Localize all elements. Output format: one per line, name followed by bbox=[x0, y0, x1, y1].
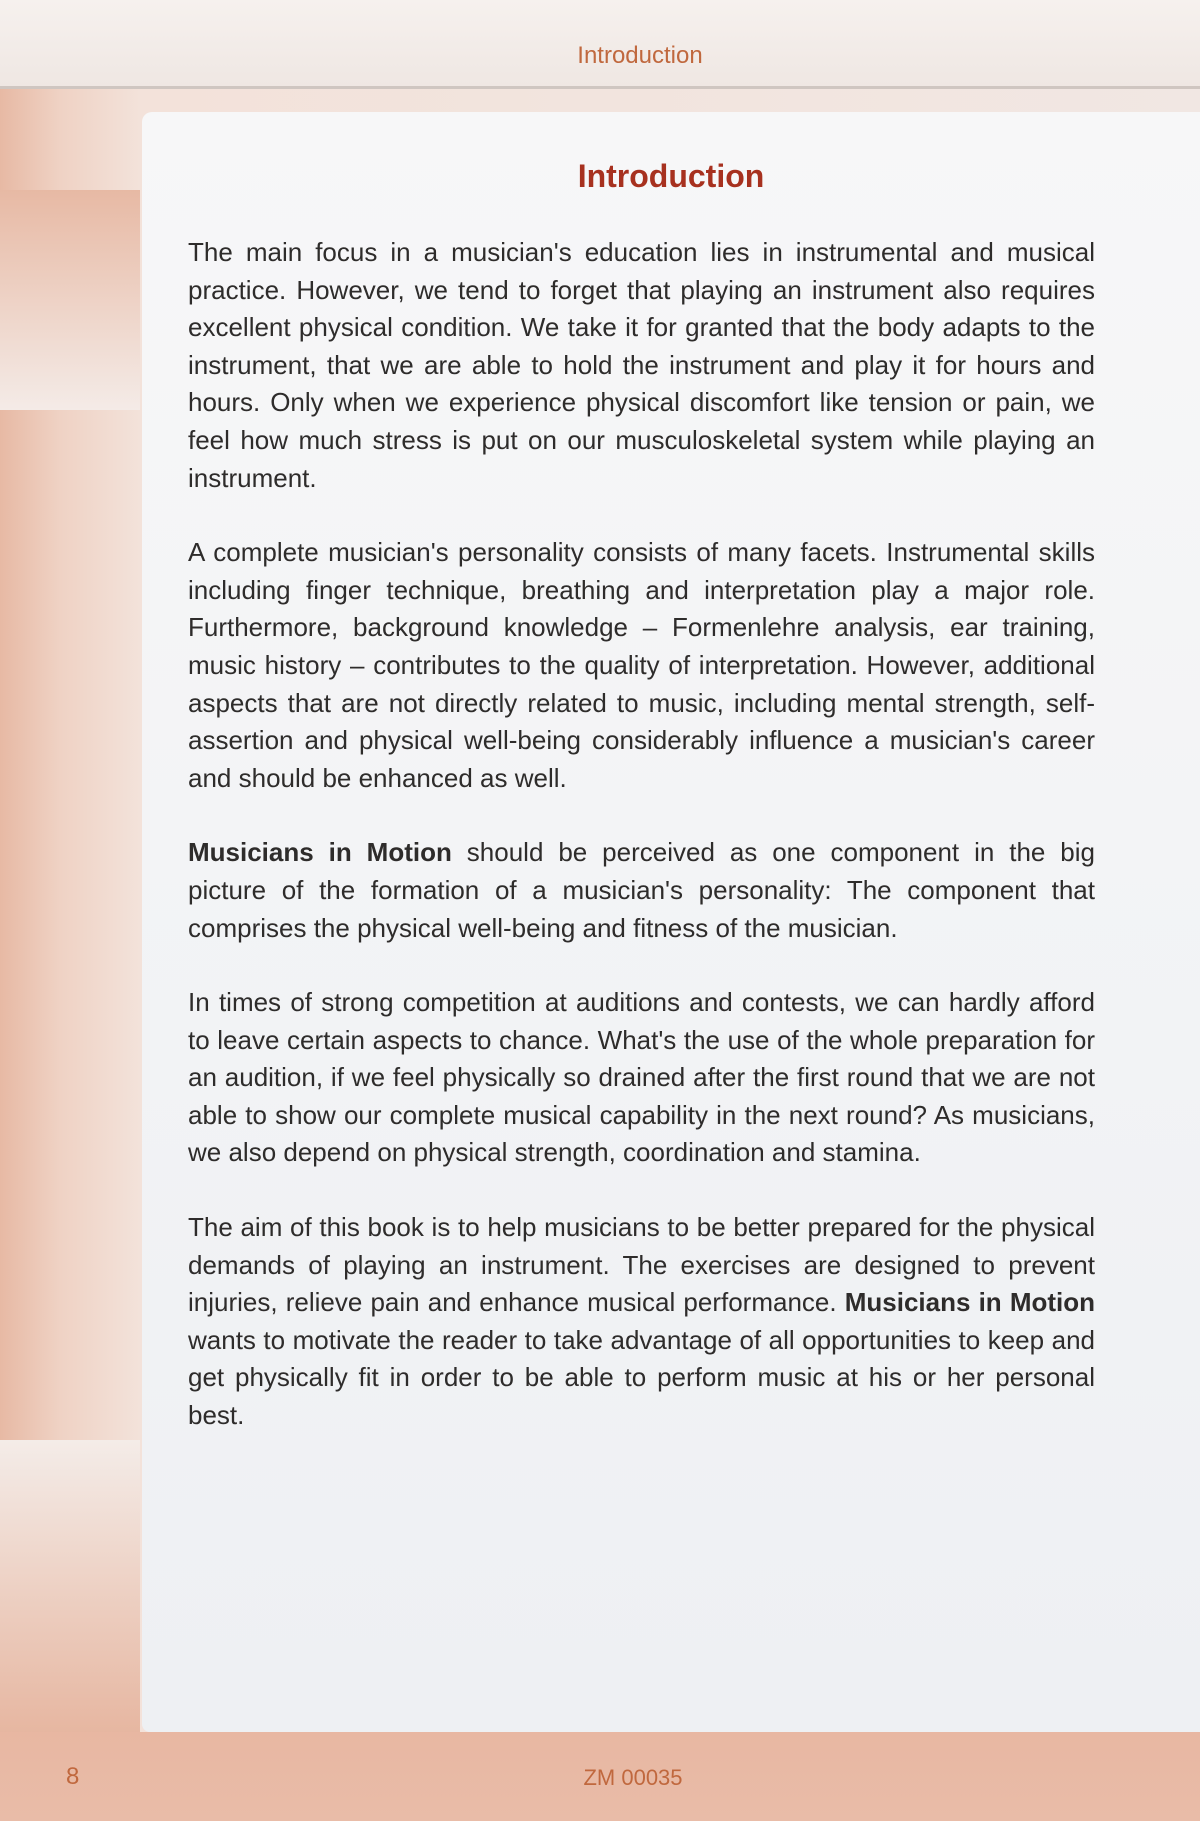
body-text bbox=[188, 234, 1095, 1472]
paragraph-5 bbox=[188, 1209, 1095, 1435]
paragraph-2: A complete musician's personality consists of many facets. Instrumental skills including finger technique, breathing and interpretation play a major role. Furthermore, background knowledge – Formenlehre analysis, ear training, music history – contributes to the quality of interpretation. However, additional aspects that are not directly related to music, including mental strength, self-assertion and physical well-being considerably influence a musician's career and should be enhanced as well. bbox=[188, 537, 1095, 793]
page-title: Introduction bbox=[577, 158, 765, 194]
paragraph-4: In times of strong competition at auditions and contests, we can hardly afford to leave certain aspects to chance. What's the use of the whole preparation for an audition, if we feel physically so drained after the first round that we are not able to show our complete musical capability in the next round? As musicians, we also depend on physical strength, coordination and stamina. bbox=[188, 987, 1095, 1168]
catalog-code: ZM 00035 bbox=[583, 1765, 683, 1790]
book-title-bold: Musicians in Motion bbox=[844, 1287, 1096, 1318]
frame-decoration-top bbox=[0, 190, 140, 410]
frame-decoration-bottom bbox=[0, 1440, 140, 1740]
page-number: 8 bbox=[66, 1763, 80, 1790]
running-head: Introduction bbox=[577, 42, 703, 69]
paragraph-5-text-before: The aim of this book is to help musicians to be better prepared for the physical demands of playing an instrument. The exercises are designed to prevent injuries, relieve pain and enhance musical performance. bbox=[188, 1212, 1095, 1318]
paragraph-3 bbox=[188, 834, 1095, 947]
paragraph-3-text: should be perceived as one component in the big picture of the formation of a musician's personality: The component that comprises the physical well-being and fitness of the musician. bbox=[188, 837, 1096, 943]
book-title-bold: Musicians in Motion bbox=[188, 837, 452, 868]
paragraph-1: The main focus in a musician's education lies in instrumental and musical practice. However, we tend to forget that playing an instrument also requires excellent physical condition. We take it for granted that the body adapts to the instrument, that we are able to hold the instrument and play it for hours and hours. Only when we experience physical discomfort like tension or pain, we feel how much stress is put on our musculoskeletal system while playing an instrument. bbox=[188, 237, 1095, 493]
paragraph-5-text-after: wants to motivate the reader to take advantage of all opportunities to keep and get physically fit in order to be able to perform music at his or her personal best. bbox=[188, 1324, 1095, 1431]
